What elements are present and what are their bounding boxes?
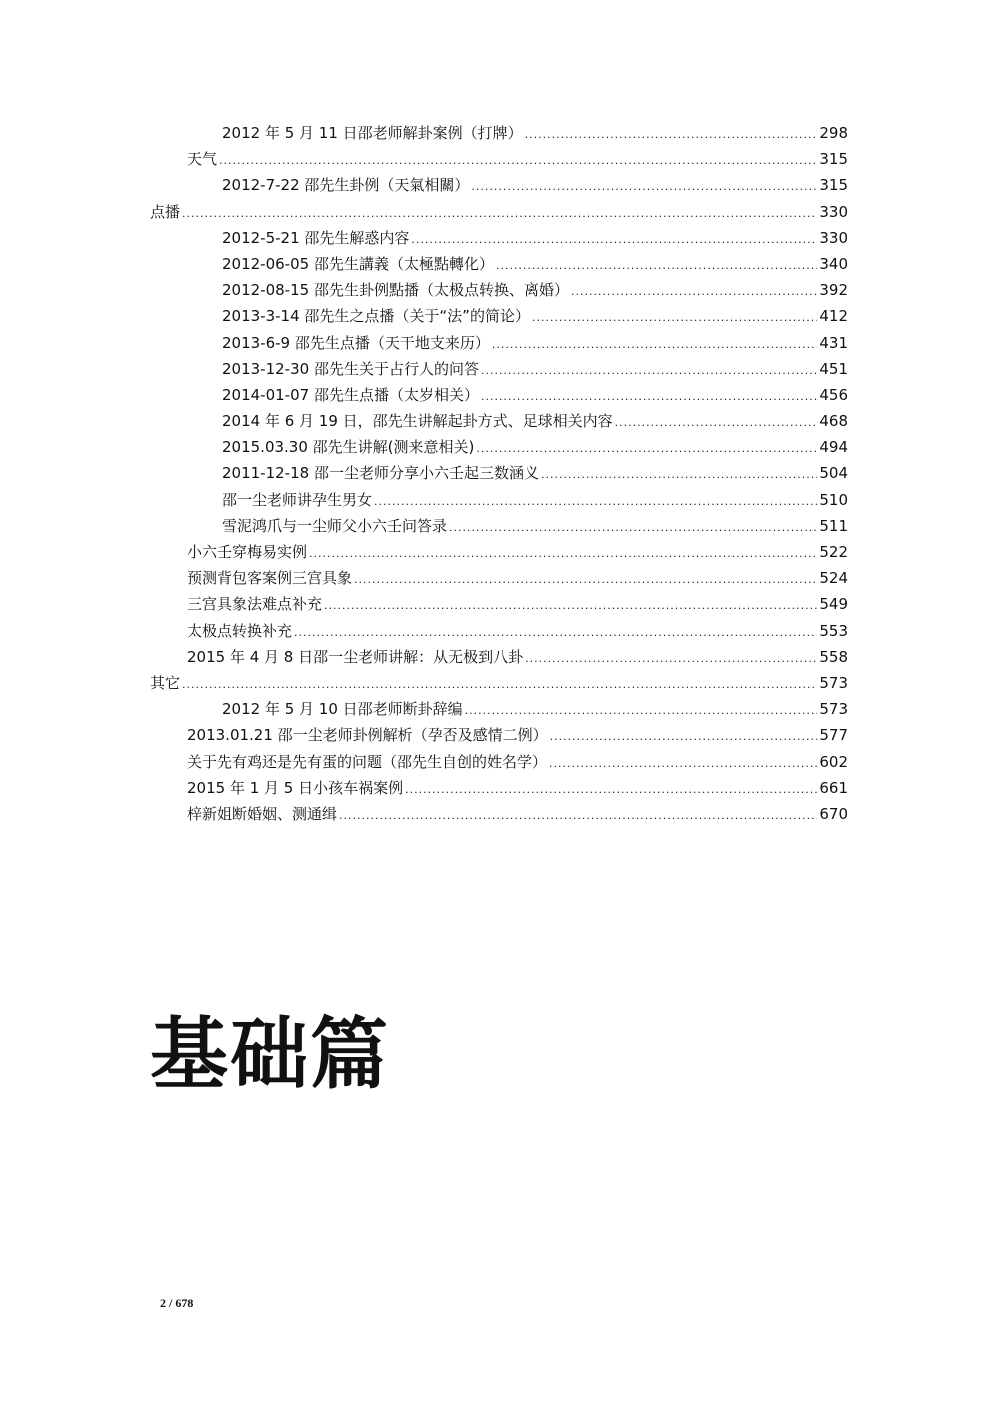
toc-entry[interactable] xyxy=(150,644,848,670)
toc-entry[interactable] xyxy=(150,460,848,486)
toc-entry-page: 315 xyxy=(819,176,848,195)
toc-entry-page: 553 xyxy=(819,621,848,640)
toc-entry[interactable] xyxy=(150,565,848,591)
section-heading: 基础篇 xyxy=(150,1009,391,1100)
toc-entry-title: 2013-6-9 邵先生点播（天干地支来历） xyxy=(222,333,490,352)
dot-leader xyxy=(339,803,817,829)
dot-leader xyxy=(294,620,817,646)
dot-leader xyxy=(496,253,817,279)
dot-leader xyxy=(532,305,817,331)
toc-entry-page: 392 xyxy=(819,281,848,300)
toc-entry-page: 549 xyxy=(819,595,848,614)
page-number: 2 / 678 xyxy=(160,1296,194,1310)
table-of-contents xyxy=(150,120,848,827)
toc-entry-page: 340 xyxy=(819,254,848,273)
toc-entry-page: 298 xyxy=(819,124,848,142)
toc-entry[interactable] xyxy=(150,277,848,303)
toc-entry-page: 661 xyxy=(819,778,848,797)
dot-leader xyxy=(449,515,817,541)
toc-entry-title: 2015 年 1 月 5 日小孩车祸案例 xyxy=(187,778,404,797)
toc-entry-page: 524 xyxy=(819,569,848,588)
toc-entry-page: 330 xyxy=(819,202,848,221)
toc-entry[interactable] xyxy=(150,591,848,617)
toc-entry-title: 2015 年 4 月 8 日邵一尘老师讲解：从无极到八卦 xyxy=(187,647,524,666)
toc-entry[interactable] xyxy=(150,749,848,775)
toc-entry-title: 2013-12-30 邵先生关于占行人的问答 xyxy=(222,359,479,378)
toc-entry-title: 2013-3-14 邵先生之点播（关于“法”的简论） xyxy=(222,307,530,326)
toc-entry[interactable] xyxy=(150,408,848,434)
toc-entry-page: 602 xyxy=(819,752,848,771)
toc-entry[interactable] xyxy=(150,382,848,408)
toc-entry-page: 522 xyxy=(819,543,848,561)
toc-entry[interactable] xyxy=(150,330,848,356)
dot-leader xyxy=(571,279,817,305)
dot-leader xyxy=(324,593,817,619)
dot-leader xyxy=(374,489,817,515)
dot-leader xyxy=(481,384,817,410)
toc-entry[interactable] xyxy=(150,251,848,277)
toc-entry-title: 太极点转换补充 xyxy=(187,621,293,640)
dot-leader xyxy=(615,410,818,436)
toc-entry-title: 预测背包客案例三宫具象 xyxy=(187,569,353,588)
toc-entry-title: 2012-08-15 邵先生卦例點播（太极点转换、离婚） xyxy=(222,281,569,300)
toc-entry[interactable] xyxy=(150,513,848,539)
toc-entry-page: 431 xyxy=(819,333,848,352)
toc-entry[interactable] xyxy=(150,775,848,801)
toc-entry[interactable] xyxy=(150,670,848,696)
dot-leader xyxy=(182,672,817,698)
toc-entry-page: 330 xyxy=(819,228,848,247)
dot-leader xyxy=(309,541,817,567)
toc-entry-page: 412 xyxy=(819,307,848,326)
dot-leader xyxy=(465,698,818,724)
dot-leader xyxy=(525,122,818,148)
dot-leader xyxy=(411,227,817,253)
toc-entry-title: 小六壬穿梅易实例 xyxy=(187,543,308,561)
toc-entry[interactable] xyxy=(150,120,848,146)
toc-entry[interactable] xyxy=(150,303,848,329)
toc-entry-title: 2014-01-07 邵先生点播（太岁相关） xyxy=(222,385,479,404)
toc-entry-page: 315 xyxy=(819,150,848,169)
toc-entry[interactable] xyxy=(150,172,848,198)
toc-entry[interactable] xyxy=(150,199,848,225)
toc-entry-page: 468 xyxy=(819,412,848,431)
toc-entry-page: 573 xyxy=(819,673,848,692)
toc-entry-page: 456 xyxy=(819,385,848,404)
toc-entry-page: 670 xyxy=(819,804,848,823)
toc-entry-page: 451 xyxy=(819,359,848,378)
toc-entry[interactable] xyxy=(150,487,848,513)
toc-entry-page: 577 xyxy=(819,726,848,745)
toc-entry-title: 2012-7-22 邵先生卦例（天氣相關） xyxy=(222,176,470,195)
toc-entry[interactable] xyxy=(150,618,848,644)
toc-entry-page: 494 xyxy=(819,438,848,457)
toc-entry-title: 2015.03.30 邵先生讲解(测来意相关) xyxy=(222,438,475,457)
dot-leader xyxy=(481,358,817,384)
toc-entry-page: 511 xyxy=(819,516,848,535)
toc-entry-title: 点播 xyxy=(150,202,181,221)
dot-leader xyxy=(471,174,817,200)
toc-entry-page: 510 xyxy=(819,490,848,509)
toc-entry-title: 关于先有鸡还是先有蛋的问题（邵先生自创的姓名学） xyxy=(187,752,548,771)
toc-entry-title: 2013.01.21 邵一尘老师卦例解析（孕否及感情二例） xyxy=(187,726,548,745)
toc-entry-title: 2012-5-21 邵先生解惑内容 xyxy=(222,228,410,247)
toc-entry-title: 其它 xyxy=(150,673,181,692)
dot-leader xyxy=(182,201,817,227)
toc-entry[interactable] xyxy=(150,539,848,565)
toc-entry-title: 2012-06-05 邵先生講義（太極點轉化） xyxy=(222,254,494,273)
dot-leader xyxy=(405,777,817,803)
toc-entry[interactable] xyxy=(150,696,848,722)
toc-entry[interactable] xyxy=(150,146,848,172)
dot-leader xyxy=(541,462,817,488)
dot-leader xyxy=(354,567,817,593)
toc-entry-page: 573 xyxy=(819,700,848,719)
toc-entry[interactable] xyxy=(150,225,848,251)
toc-entry-title: 2011-12-18 邵一尘老师分享小六壬起三数涵义 xyxy=(222,464,539,483)
toc-entry-title: 天气 xyxy=(187,150,218,169)
toc-entry-title: 2012 年 5 月 11 日邵老师解卦案例（打牌） xyxy=(222,124,523,142)
dot-leader xyxy=(549,751,817,777)
toc-entry-title: 梓新姐断婚姻、测通缉 xyxy=(187,804,338,823)
toc-entry-title: 2014 年 6 月 19 日，邵先生讲解起卦方式、足球相关内容 xyxy=(222,412,613,431)
toc-entry[interactable] xyxy=(150,801,848,827)
toc-entry[interactable] xyxy=(150,722,848,748)
dot-leader xyxy=(492,332,818,358)
toc-entry[interactable] xyxy=(150,434,848,460)
toc-entry-page: 558 xyxy=(819,647,848,666)
toc-entry[interactable] xyxy=(150,356,848,382)
dot-leader xyxy=(476,436,817,462)
dot-leader xyxy=(550,724,818,750)
dot-leader xyxy=(219,148,817,174)
dot-leader xyxy=(525,646,817,672)
toc-entry-title: 雪泥鸿爪与一尘师父小六壬问答录 xyxy=(222,516,448,535)
toc-entry-title: 三宫具象法难点补充 xyxy=(187,595,323,614)
toc-entry-title: 邵一尘老师讲孕生男女 xyxy=(222,490,373,509)
toc-entry-page: 504 xyxy=(819,464,848,483)
toc-entry-title: 2012 年 5 月 10 日邵老师断卦辞编 xyxy=(222,700,463,719)
